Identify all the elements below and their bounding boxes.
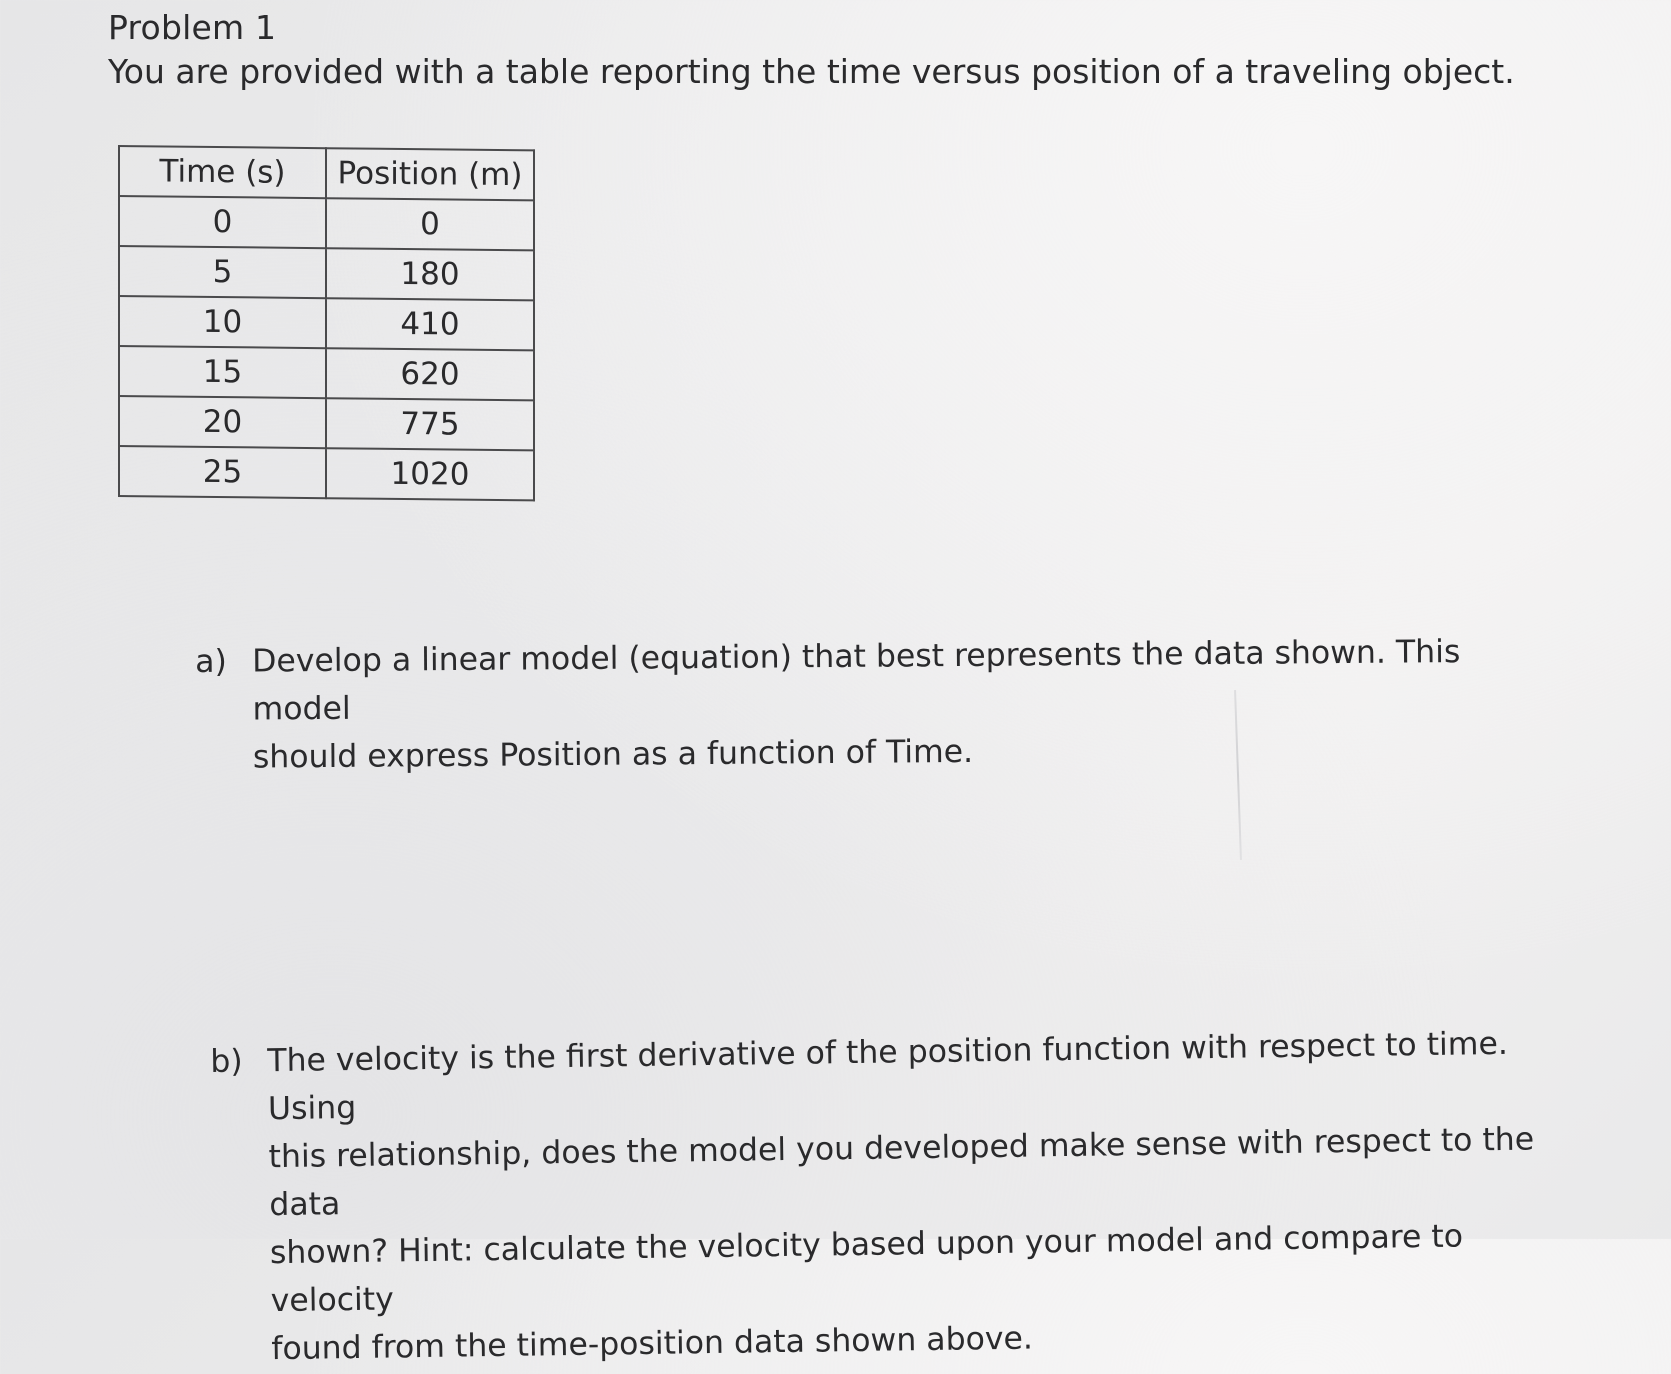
position-cell: 180 [326,248,534,300]
time-cell: 20 [119,396,326,448]
table-row [119,296,534,350]
question-b [210,1019,1552,1374]
table-row [119,246,534,300]
position-cell: 620 [326,348,534,400]
table-row [119,446,534,500]
time-cell: 0 [119,196,326,248]
position-column-header: Position (m) [326,148,534,200]
time-cell: 5 [119,246,326,298]
question-a-text: Develop a linear model (equation) that best represents the data shown. This model should express Position as a function of Time. [252,634,1461,776]
time-cell: 10 [119,296,326,348]
position-cell: 410 [326,298,534,350]
position-cell: 0 [326,198,534,250]
position-cell: 1020 [326,448,534,500]
table-row [119,396,534,450]
question-b-text: The velocity is the first derivative of the position function with respect to time. Using this relationship, does the model you developed make sense with respect to the data shown? Hint: calculate the velocity based upon your model and compare to velocity found from the time-position data shown above. [267,1025,1535,1368]
table-row [119,346,534,400]
position-cell: 775 [326,398,534,450]
problem-title: Problem 1 [108,8,277,47]
time-position-table [118,145,535,501]
question-a-letter: a) [195,643,227,680]
time-column-header: Time (s) [119,146,326,198]
question-b-letter: b) [210,1043,243,1080]
question-a [195,627,1533,781]
time-cell: 25 [119,446,326,498]
table-header-row [119,146,534,200]
problem-intro: You are provided with a table reporting the time versus position of a traveling object. [108,52,1515,91]
table-row [119,196,534,250]
time-cell: 15 [119,346,326,398]
